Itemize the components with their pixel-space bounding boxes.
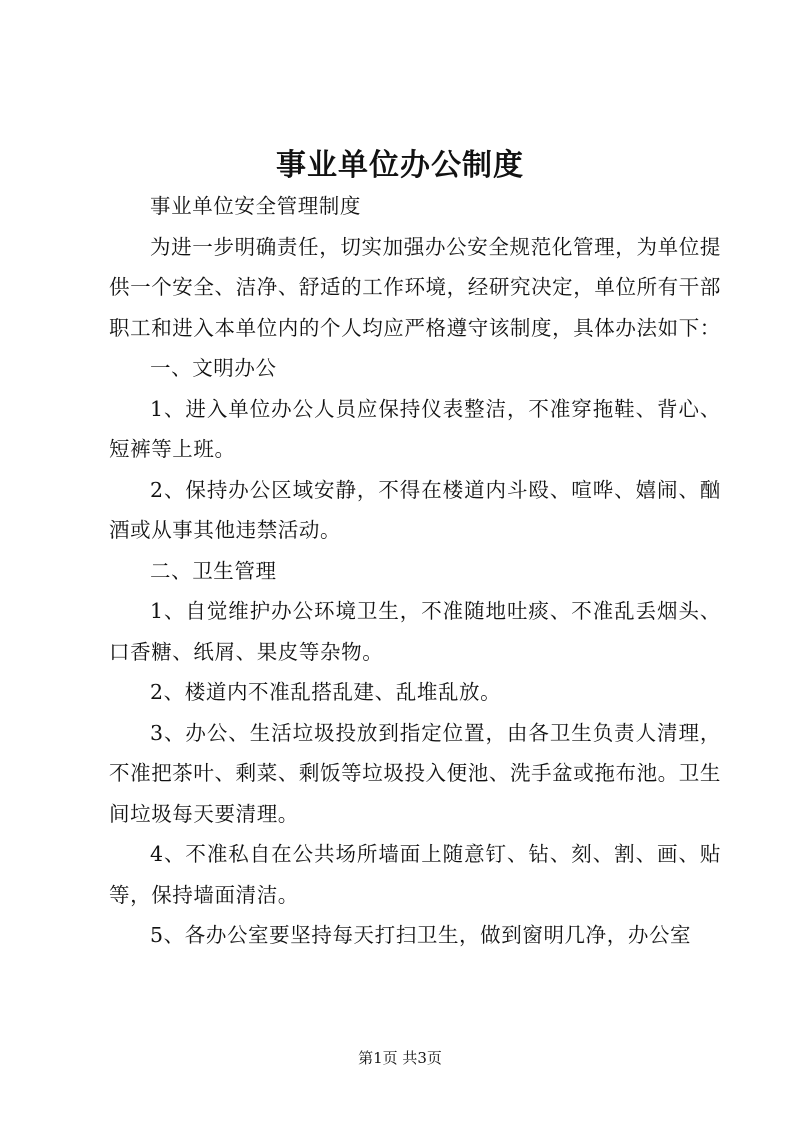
paragraph-item: 1、进入单位办公人员应保持仪表整洁，不准穿拖鞋、背心、短裤等上班。	[109, 396, 721, 461]
paragraph-item: 3、办公、生活垃圾投放到指定位置，由各卫生负责人清理，不准把茶叶、剩菜、剩饭等垃圾投入便池、洗手盆或拖布池。卫生间垃圾每天要清理。	[109, 720, 721, 826]
section-heading-civilized-office: 一、文明办公	[150, 356, 277, 380]
paragraph-intro: 为进一步明确责任，切实加强办公安全规范化管理，为单位提供一个安全、洁净、舒适的工作环境，经研究决定，单位所有干部职工和进入本单位内的个人均应严格遵守该制度，具体办法如下：	[109, 234, 721, 340]
document-title: 事业单位办公制度	[276, 148, 524, 183]
paragraph-item: 4、不准私自在公共场所墙面上随意钉、钻、刻、割、画、贴等，保持墙面清洁。	[109, 842, 721, 907]
paragraph-item: 1、自觉维护办公环境卫生，不准随地吐痰、不准乱丢烟头、口香糖、纸屑、果皮等杂物。	[109, 599, 721, 664]
document-body	[109, 186, 721, 956]
page-number-footer: 第1页 共3页	[358, 1049, 442, 1067]
paragraph-item: 5、各办公室要坚持每天打扫卫生，做到窗明几净，办公室	[150, 923, 692, 947]
paragraph-item: 2、保持办公区域安静，不得在楼道内斗殴、喧哗、嬉闹、酗酒或从事其他违禁活动。	[109, 477, 721, 542]
paragraph-item: 2、楼道内不准乱搭乱建、乱堆乱放。	[150, 680, 502, 704]
section-heading-hygiene: 二、卫生管理	[150, 558, 277, 583]
paragraph-subtitle: 事业单位安全管理制度	[150, 194, 361, 218]
